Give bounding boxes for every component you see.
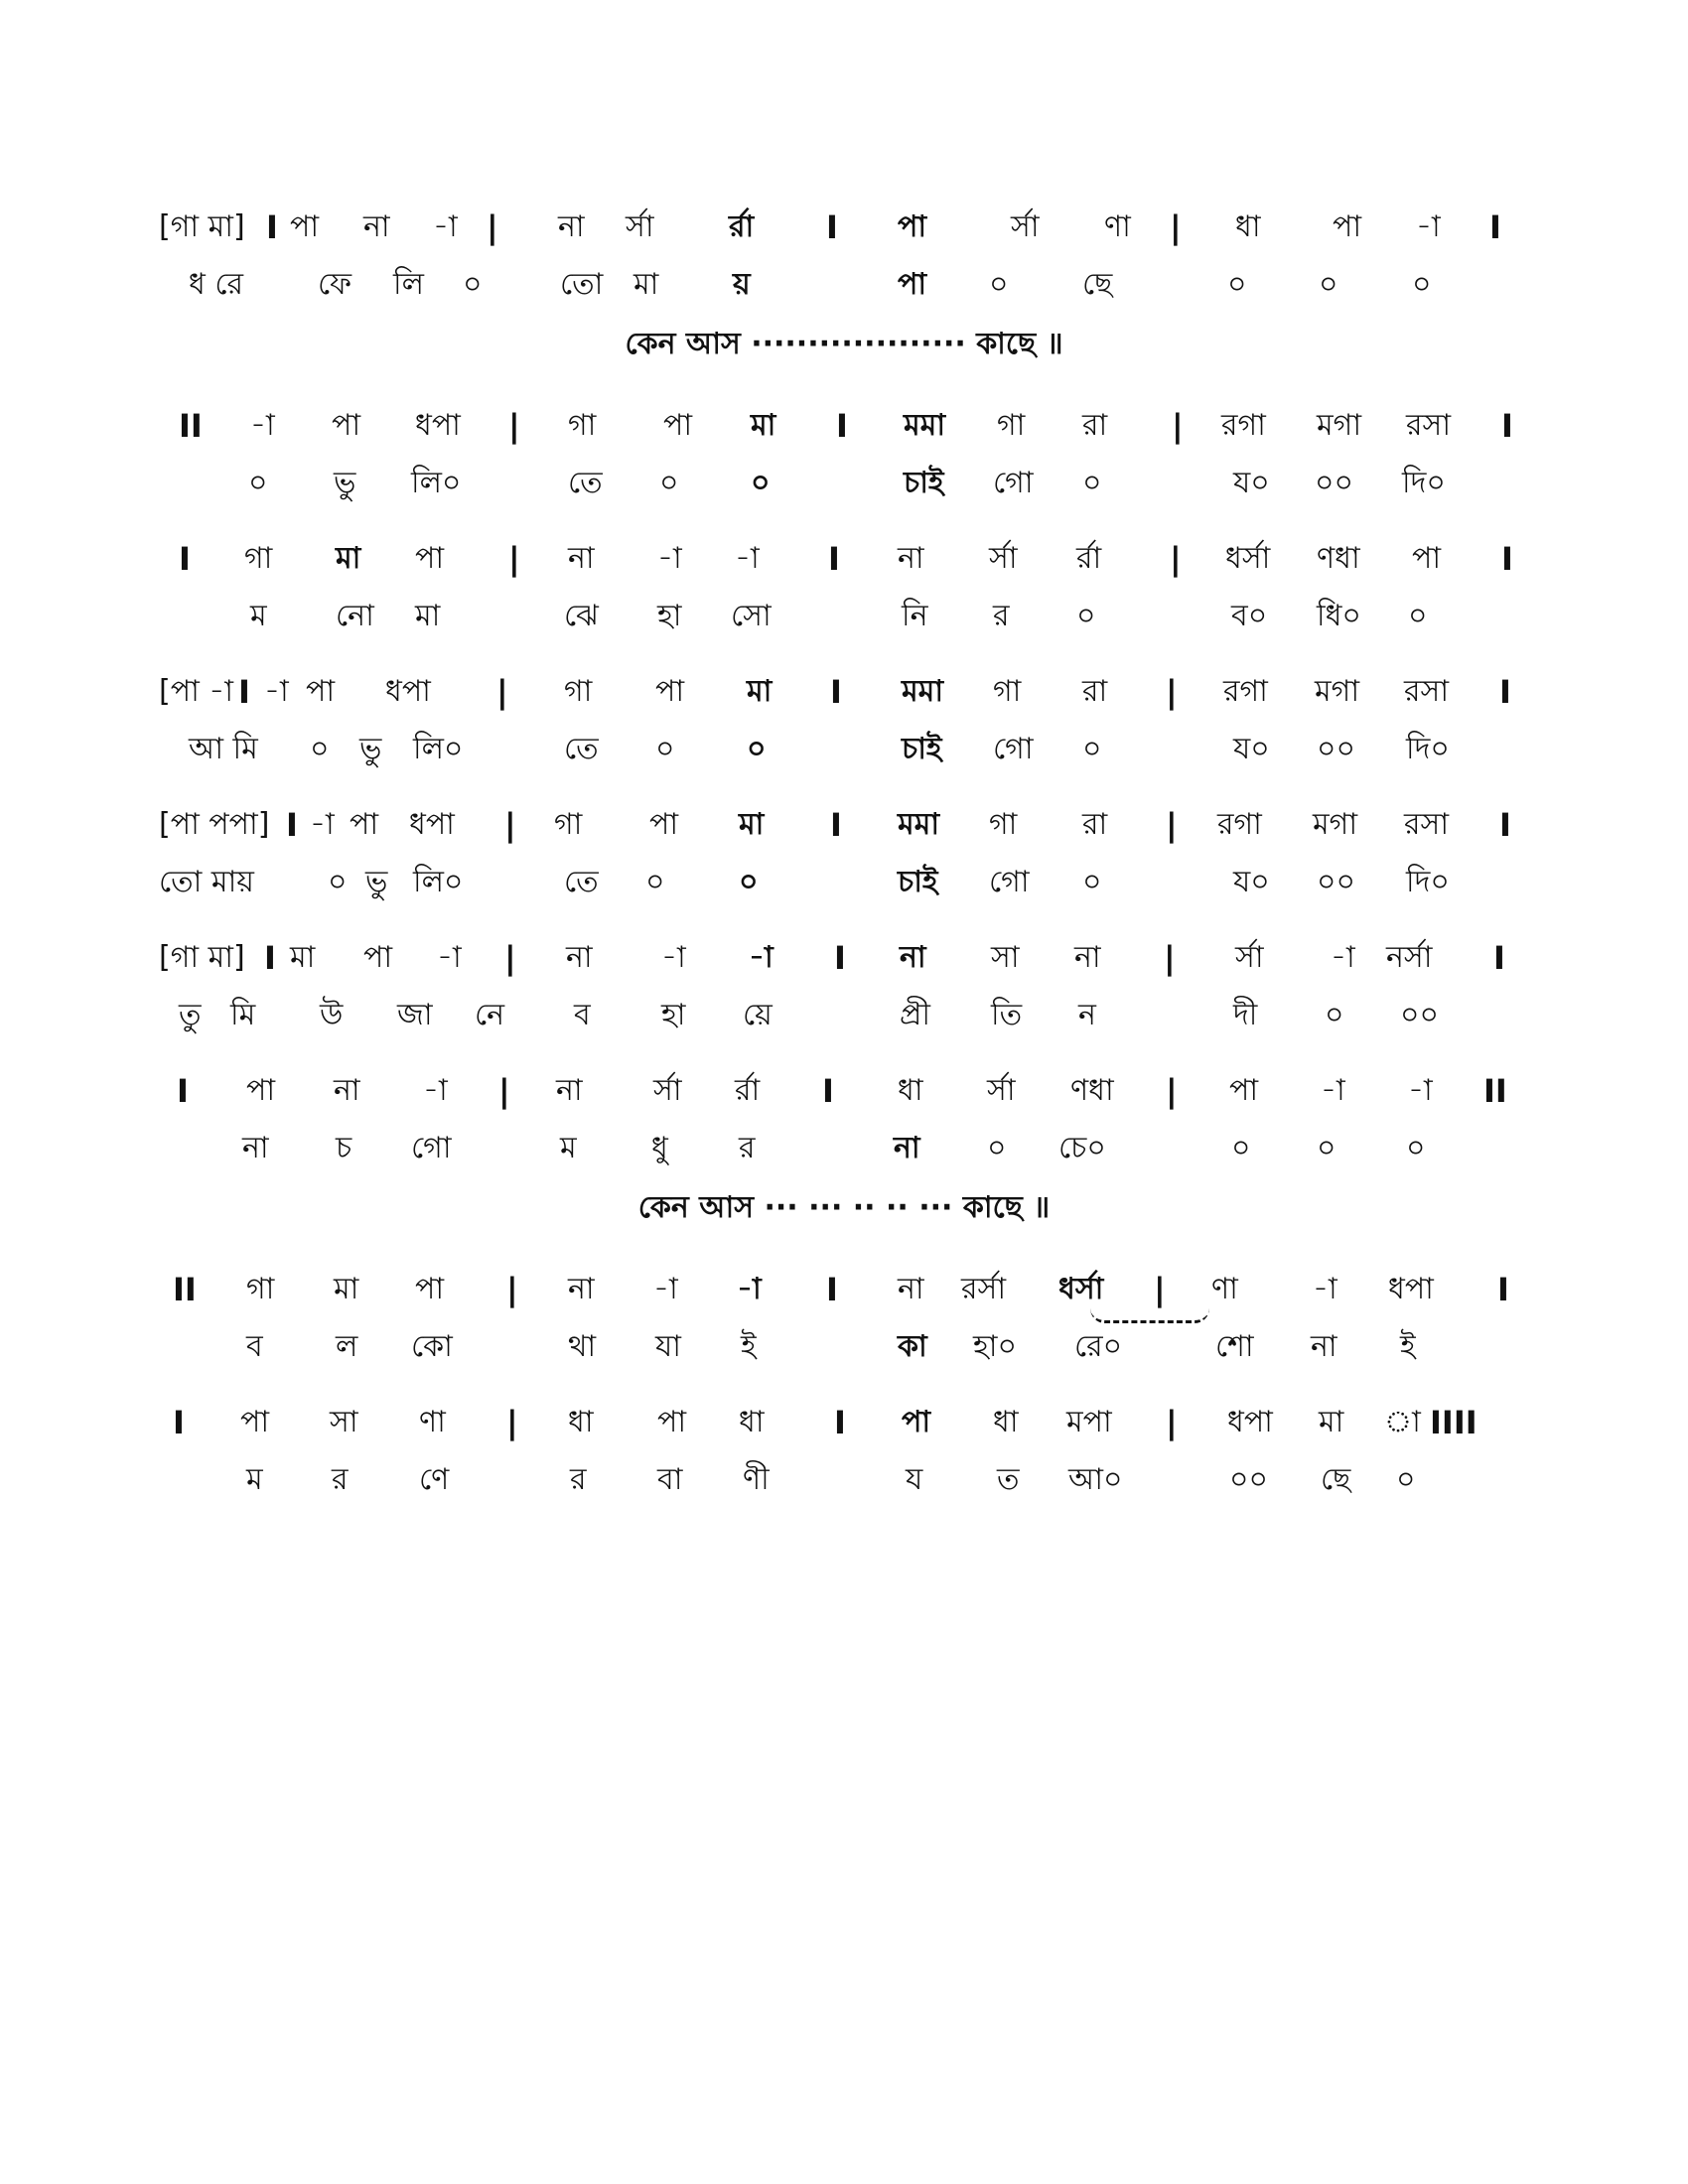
- note: -া: [657, 541, 682, 576]
- bar-separator: |: [1170, 208, 1182, 246]
- note: পা: [415, 541, 445, 576]
- lyric: র: [332, 1462, 349, 1497]
- lyric: ০: [1396, 1462, 1416, 1497]
- note: পা: [332, 408, 361, 443]
- lyric: চে০: [1058, 1131, 1106, 1165]
- lyric: ০: [248, 466, 268, 500]
- lyric: য০: [1233, 865, 1270, 899]
- lyric: ০: [989, 267, 1009, 302]
- note: না: [558, 209, 585, 244]
- note: পা: [898, 209, 927, 244]
- notation-row-8: [159, 1261, 1529, 1376]
- note: -া: [423, 1073, 448, 1108]
- lyric: উ: [320, 998, 344, 1032]
- note: ধা: [898, 1073, 923, 1108]
- lyric: তো: [560, 267, 604, 302]
- lyric: চাই: [902, 732, 942, 766]
- lyric: য০: [1233, 732, 1270, 766]
- note: মমা: [902, 674, 944, 709]
- bar-separator: II: [173, 1271, 197, 1308]
- note: সা: [330, 1405, 358, 1439]
- lyric: থা: [568, 1329, 597, 1364]
- note: -া: [1408, 1073, 1433, 1108]
- notation-row-2: [159, 397, 1529, 512]
- notation-row-3: [159, 530, 1529, 645]
- note: -া: [737, 1272, 762, 1306]
- lyric: গো: [993, 466, 1034, 500]
- notation-row-1: [159, 199, 1529, 314]
- note: ণা: [1104, 209, 1131, 244]
- bar-separator: |: [1166, 1404, 1178, 1441]
- note: না: [568, 541, 595, 576]
- lyric: ঝে: [564, 599, 599, 633]
- note: া: [1384, 1405, 1421, 1439]
- lyric: ম: [246, 1462, 263, 1497]
- note: রা: [1082, 408, 1108, 443]
- note: পা: [902, 1405, 931, 1439]
- lyric: ধি০: [1317, 599, 1361, 633]
- lyric: ০: [463, 267, 483, 302]
- note: পা: [290, 209, 320, 244]
- lyric: য: [906, 1462, 923, 1497]
- note: ধর্সা: [1225, 541, 1271, 576]
- note: গা: [989, 807, 1018, 842]
- swara-line: [159, 796, 1529, 854]
- lyric: ম: [560, 1131, 577, 1165]
- lyric: নো: [336, 599, 374, 633]
- lyric: ০: [1325, 998, 1344, 1032]
- lyric: হা০: [973, 1329, 1017, 1364]
- note: মগা: [1317, 408, 1362, 443]
- note: পা: [306, 674, 336, 709]
- note: না: [568, 1272, 595, 1306]
- lyric: লি০: [413, 865, 464, 899]
- note: র্সা: [626, 209, 654, 244]
- lyric: লি: [393, 267, 424, 302]
- note: না: [1074, 940, 1101, 975]
- bar-separator: I: [1501, 407, 1513, 445]
- note: ধপা: [415, 408, 461, 443]
- lyrics-line: [159, 1451, 1529, 1509]
- note: ধা: [739, 1405, 765, 1439]
- lyric: রে০: [1074, 1329, 1123, 1364]
- bar-separator: I: [1501, 540, 1513, 578]
- note: মগা: [1315, 674, 1360, 709]
- bar-separator: II: [1483, 1072, 1507, 1110]
- note: ধর্সা: [1058, 1272, 1104, 1306]
- note: মগা: [1313, 807, 1358, 842]
- bar-separator: |: [508, 540, 520, 578]
- note: রগা: [1223, 674, 1268, 709]
- bar-separator: |: [504, 806, 516, 844]
- lyric: ০: [1408, 599, 1428, 633]
- note: গা: [568, 408, 597, 443]
- lyric: ণে: [419, 1462, 450, 1497]
- lyric: জা: [397, 998, 433, 1032]
- note: [গা মা]: [159, 940, 245, 975]
- lyric: র: [993, 599, 1010, 633]
- lyric: ব০: [1231, 599, 1268, 633]
- lyric: বা: [657, 1462, 683, 1497]
- bar-separator: |: [508, 407, 520, 445]
- note: মা: [747, 674, 773, 709]
- note: র্রা: [735, 1073, 761, 1108]
- lyric: ০: [1076, 599, 1096, 633]
- bar-separator: I: [834, 1404, 846, 1441]
- bar-separator: I: [1493, 939, 1505, 977]
- bar-separator: |: [506, 1404, 518, 1441]
- lyric: নে: [475, 998, 505, 1032]
- lyric: ০০: [1317, 732, 1356, 766]
- lyric: ল: [336, 1329, 358, 1364]
- bar-separator: I: [830, 806, 842, 844]
- notation-row-5: [159, 796, 1529, 911]
- note: না: [898, 541, 924, 576]
- swara-line: [159, 1394, 1529, 1451]
- note: -া: [264, 674, 289, 709]
- lyric: দী: [1233, 998, 1258, 1032]
- note: [পা পপা]: [159, 807, 270, 842]
- note: না: [566, 940, 593, 975]
- bar-separator: |: [1166, 1072, 1178, 1110]
- bar-separator: |: [1166, 806, 1178, 844]
- bar-separator: |: [504, 939, 516, 977]
- lyric: চাই: [898, 865, 938, 899]
- lyric: দি০: [1402, 466, 1446, 500]
- lyric: না: [1311, 1329, 1337, 1364]
- note: রসা: [1404, 674, 1450, 709]
- lyric: যা: [655, 1329, 681, 1364]
- bar-separator: II: [179, 407, 203, 445]
- bar-separator: I: [826, 1271, 838, 1308]
- lyric: দি০: [1406, 865, 1450, 899]
- note: [পা -া: [159, 674, 233, 709]
- lyric: ০: [1231, 1131, 1251, 1165]
- lyrics-line: [159, 854, 1529, 911]
- lyric: ০: [1317, 1131, 1336, 1165]
- note: পা: [1333, 209, 1362, 244]
- note: মপা: [1066, 1405, 1112, 1439]
- note: রর্সা: [961, 1272, 1007, 1306]
- swara-line: [159, 199, 1529, 256]
- note: গা: [564, 674, 593, 709]
- swara-line: [159, 929, 1529, 987]
- note: পা: [649, 807, 679, 842]
- lyrics-line: [159, 1318, 1529, 1376]
- note: ধপা: [1227, 1405, 1273, 1439]
- lyric: ধ রে: [189, 267, 244, 302]
- note: পা: [1229, 1073, 1259, 1108]
- lyric: ০০: [1400, 998, 1440, 1032]
- bar-separator: I: [1497, 1271, 1509, 1308]
- lyric: চ: [336, 1131, 352, 1165]
- bar-separator: |: [1164, 939, 1176, 977]
- note: গা: [246, 1272, 275, 1306]
- note: না: [898, 1272, 924, 1306]
- note: পা: [363, 940, 393, 975]
- note: রসা: [1406, 408, 1452, 443]
- lyric: য০: [1233, 466, 1270, 500]
- bar-separator: I: [173, 1404, 185, 1441]
- bar-separator: I: [266, 208, 278, 246]
- lyric: র: [570, 1462, 587, 1497]
- note: -া: [1416, 209, 1441, 244]
- lyric: ম: [250, 599, 267, 633]
- lyric: কা: [898, 1329, 927, 1364]
- note: [গা মা]: [159, 209, 245, 244]
- notation-row-6: [159, 929, 1529, 1044]
- lyric: ০: [328, 865, 348, 899]
- note: রা: [1082, 674, 1108, 709]
- lyric: হা: [657, 599, 682, 633]
- bar-separator: I: [238, 673, 250, 711]
- bar-separator: I: [830, 673, 842, 711]
- lyric: না: [894, 1131, 920, 1165]
- lyrics-line: [159, 1120, 1529, 1177]
- note: মমা: [904, 408, 946, 443]
- lyric: ফে: [318, 267, 352, 302]
- note: ধপা: [1388, 1272, 1434, 1306]
- swara-line: [159, 1062, 1529, 1120]
- bar-separator: I: [826, 208, 838, 246]
- lyric: ০: [1412, 267, 1432, 302]
- lyric: আ মি: [189, 732, 258, 766]
- lyric: ই: [1400, 1329, 1416, 1364]
- note: -া: [653, 1272, 678, 1306]
- lyric: লি০: [413, 732, 464, 766]
- lyrics-line: [159, 455, 1529, 512]
- note: ণা: [419, 1405, 446, 1439]
- lyric: তে: [564, 732, 599, 766]
- lyric: ০: [1082, 466, 1102, 500]
- note: মা: [751, 408, 776, 443]
- note: নর্সা: [1386, 940, 1433, 975]
- note: মা: [336, 541, 361, 576]
- note: -া: [433, 209, 458, 244]
- note: -া: [749, 940, 774, 975]
- lyric: দি০: [1406, 732, 1450, 766]
- lyric: ভু: [334, 466, 356, 500]
- note: পা: [657, 1405, 687, 1439]
- note: না: [900, 940, 926, 975]
- lyric: ধু: [651, 1131, 668, 1165]
- lyric: ০: [1082, 732, 1102, 766]
- lyric: কো: [411, 1329, 453, 1364]
- note: র্রা: [729, 209, 755, 244]
- lyric: ০০: [1229, 1462, 1269, 1497]
- note: পা: [663, 408, 693, 443]
- note: ধপা: [409, 807, 455, 842]
- notation-row-9: [159, 1394, 1529, 1509]
- bar-separator: IIII: [1430, 1404, 1477, 1441]
- note: পা: [240, 1405, 270, 1439]
- lyric: র: [739, 1131, 756, 1165]
- note: -া: [250, 408, 275, 443]
- lyric: ০: [655, 732, 675, 766]
- note: ধা: [993, 1405, 1019, 1439]
- lyric: ণী: [743, 1462, 770, 1497]
- swara-line: [159, 663, 1529, 721]
- lyric: মি: [230, 998, 256, 1032]
- lyric: ভু: [365, 865, 388, 899]
- lyric: ০০: [1317, 865, 1356, 899]
- note: গা: [244, 541, 273, 576]
- lyric: গো: [993, 732, 1034, 766]
- lyric: ছে: [1321, 1462, 1351, 1497]
- lyric: ০: [1227, 267, 1247, 302]
- lyric: গো: [411, 1131, 452, 1165]
- lyrics-line: [159, 721, 1529, 778]
- note: পা: [1412, 541, 1442, 576]
- note: পা: [415, 1272, 445, 1306]
- lyric: ০: [645, 865, 665, 899]
- note: গা: [554, 807, 583, 842]
- lyric: লি০: [411, 466, 462, 500]
- lyric: তু: [179, 998, 202, 1032]
- lyric: ০: [1082, 865, 1102, 899]
- lyric: ০: [1319, 267, 1338, 302]
- lyric: ০: [310, 732, 330, 766]
- lyrics-line: [159, 987, 1529, 1044]
- bar-separator: I: [1489, 208, 1501, 246]
- lyric: না: [242, 1131, 269, 1165]
- notation-row-7: [159, 1062, 1529, 1177]
- lyric: মা: [633, 267, 659, 302]
- note: রগা: [1221, 408, 1266, 443]
- note: পা: [350, 807, 379, 842]
- lyric: ন: [1078, 998, 1096, 1032]
- note: -া: [310, 807, 335, 842]
- lyric: নি: [902, 599, 928, 633]
- lyric: ই: [741, 1329, 757, 1364]
- note: রগা: [1217, 807, 1262, 842]
- note: রা: [1082, 807, 1108, 842]
- note: -া: [735, 541, 760, 576]
- note: -া: [1321, 1073, 1345, 1108]
- lyric: ০: [659, 466, 679, 500]
- note: ধা: [568, 1405, 594, 1439]
- lyric: প্রী: [900, 998, 930, 1032]
- bar-separator: I: [177, 1072, 189, 1110]
- note: মা: [739, 807, 765, 842]
- lyric: গো: [989, 865, 1030, 899]
- lyric: ০: [747, 732, 767, 766]
- note: ধা: [1235, 209, 1261, 244]
- lyric: ০: [1406, 1131, 1426, 1165]
- bar-separator: |: [1170, 540, 1182, 578]
- note: র্সা: [987, 1073, 1016, 1108]
- note: না: [334, 1073, 360, 1108]
- lyrics-line: [159, 588, 1529, 645]
- bar-separator: I: [1499, 806, 1511, 844]
- lyrics-line: [159, 256, 1529, 314]
- note: সা: [991, 940, 1020, 975]
- lyric: তে: [568, 466, 603, 500]
- lyric: ছে: [1082, 267, 1113, 302]
- note: গা: [997, 408, 1026, 443]
- lyric: মা: [415, 599, 441, 633]
- bar-separator: I: [822, 1072, 834, 1110]
- bar-separator: I: [179, 540, 191, 578]
- note: র্রা: [1076, 541, 1102, 576]
- note: -া: [437, 940, 462, 975]
- lyric: ০: [751, 466, 771, 500]
- lyric: ০০: [1315, 466, 1354, 500]
- lyric: ভু: [359, 732, 382, 766]
- lyric: ০: [739, 865, 759, 899]
- lyric: হা: [661, 998, 686, 1032]
- swara-line: [159, 530, 1529, 588]
- bar-separator: I: [834, 939, 846, 977]
- lyric: ত: [997, 1462, 1020, 1497]
- lyric: য়ে: [743, 998, 773, 1032]
- lyric: আ০: [1068, 1462, 1123, 1497]
- bar-separator: |: [1166, 673, 1178, 711]
- swara-line: [159, 1261, 1529, 1318]
- bar-separator: |: [498, 1072, 510, 1110]
- lyric: য়: [733, 267, 751, 302]
- bar-separator: I: [286, 806, 298, 844]
- bar-separator: I: [1499, 673, 1511, 711]
- refrain-cue: কেন আস ··················· কাছে ॥: [625, 327, 1063, 361]
- note: ণা: [1211, 1272, 1238, 1306]
- note: -া: [1331, 940, 1355, 975]
- bar-separator: |: [1172, 407, 1184, 445]
- lyric: সো: [731, 599, 772, 633]
- note: না: [556, 1073, 583, 1108]
- bar-separator: |: [506, 1271, 518, 1308]
- notation-row-4: [159, 663, 1529, 778]
- note: রসা: [1404, 807, 1450, 842]
- bar-separator: |: [487, 208, 498, 246]
- lyric: পা: [898, 267, 927, 302]
- note: না: [363, 209, 390, 244]
- lyric: ব: [246, 1329, 263, 1364]
- note: মমা: [898, 807, 940, 842]
- note: মা: [334, 1272, 359, 1306]
- refrain-cue: কেন আস ··· ··· ·· ·· ··· কাছে ॥: [637, 1190, 1051, 1225]
- swara-line: [159, 397, 1529, 455]
- note: পা: [246, 1073, 276, 1108]
- note: ণধা: [1317, 541, 1360, 576]
- lyric: ব: [574, 998, 591, 1032]
- note: মা: [290, 940, 316, 975]
- lyric: তো মায়: [159, 865, 254, 899]
- note: র্সা: [1235, 940, 1264, 975]
- bar-separator: I: [264, 939, 276, 977]
- lyric: ০: [987, 1131, 1007, 1165]
- lyric: চাই: [904, 466, 944, 500]
- bar-separator: |: [1154, 1271, 1166, 1308]
- note: র্সা: [1011, 209, 1040, 244]
- note: -া: [661, 940, 686, 975]
- bar-separator: I: [828, 540, 840, 578]
- note: গা: [993, 674, 1022, 709]
- bar-separator: |: [496, 673, 508, 711]
- lyric: তি: [991, 998, 1023, 1032]
- bar-separator: I: [836, 407, 848, 445]
- note: র্সা: [989, 541, 1018, 576]
- note: ণধা: [1070, 1073, 1114, 1108]
- lyric: তে: [564, 865, 599, 899]
- note: ধপা: [385, 674, 431, 709]
- note: মা: [1319, 1405, 1344, 1439]
- note: র্সা: [653, 1073, 682, 1108]
- note: পা: [655, 674, 685, 709]
- note: -া: [1313, 1272, 1337, 1306]
- lyric: শো: [1215, 1329, 1254, 1364]
